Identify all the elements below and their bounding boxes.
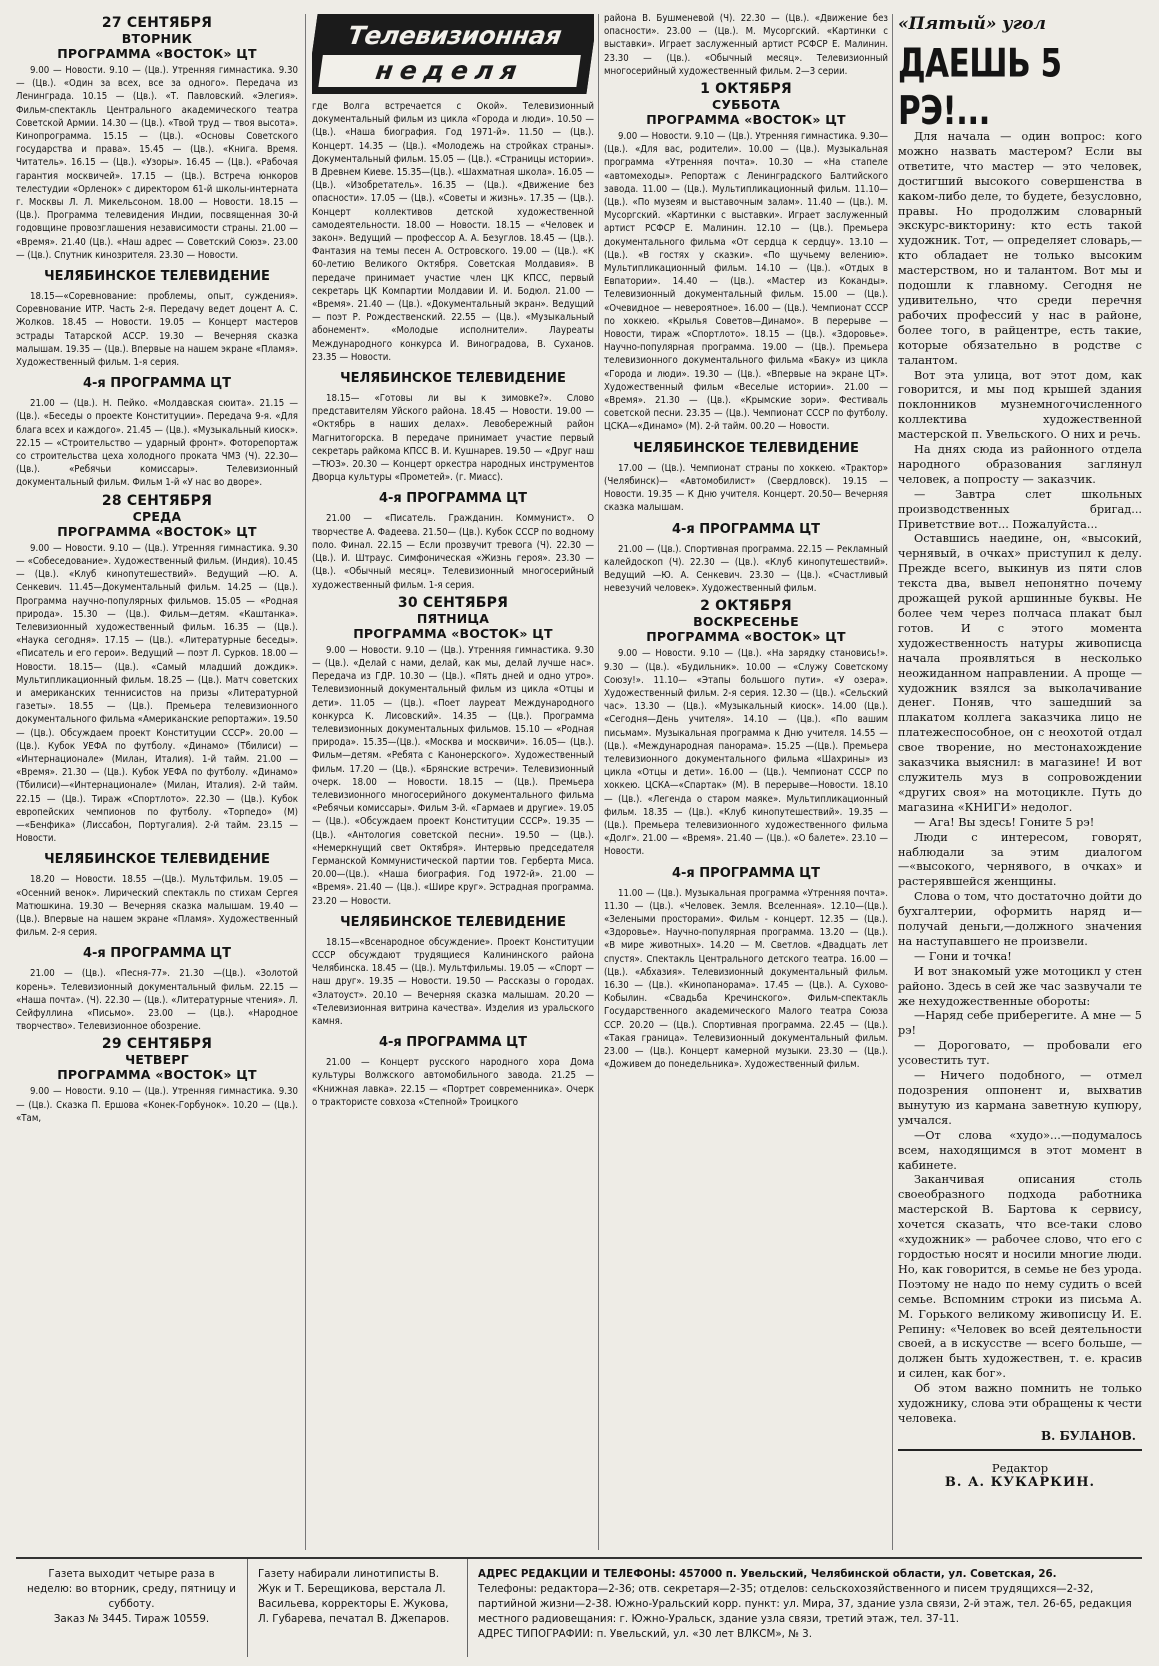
tv-week-logo bbox=[312, 14, 594, 94]
publication-schedule: Газета выходит четыре раза в неделю: во вторник, среду, пятницу и субботу. bbox=[27, 1568, 236, 1610]
article-paragraph: И вот знакомый уже мотоцикл у стен районо. Здесь в сей же час зазвучали те же нехудожественные обороты: bbox=[898, 964, 1142, 1008]
schedule-text: 21.00 — (Цв.). Н. Пейко. «Молдавская сюита». 21.15 — (Цв.). «Беседы о проекте Конституции». Передача 9-я. «Для блага всех и каждого». 21.45 — (Цв.). «Музыкальный киоск». 22.15 — «Строительство — ударный фронт». Фоторепортаж со строительства цеха холодного проката ЧМЗ (Ч). 22.30—(Цв.). «Ребячьи комиссары». Телевизионный документальный фильм. Фильм 1-й «У нас во дворе». bbox=[16, 398, 298, 489]
divider bbox=[898, 1449, 1142, 1451]
schedule-text: 11.00 — (Цв.). Музыкальная программа «Утренняя почта». 11.30 — (Цв.). «Человек. Земля. Вселенная». 12.10—(Цв.). «Зелеными просторами». Фильм - концерт. 12.35 — (Цв.). «Здоровье». Научно-популярная программа. 13.20 — (Цв.). «В мире животных». 14.20 — М. Светлов. «Двадцать лет спустя». Спектакль Центрального детского театра. 16.00 — (Цв.). «Абхазия». Телевизионный документальный фильм. 16.30 — (Цв.). «Кинопанорама». 17.45 — (Цв.). А. Сухово-Кобылин. «Свадьба Кречинского». Фильм-спектакль Государственного академического Малого театра Союза ССР. 20.20 — (Цв.). Спортивная программа. 22.45 — (Цв.). «Такая граница». Телевизионный документальный фильм. 23.00 — (Цв.). Концерт камерной музыки. 23.30 — (Цв.). «Доживем до понедельника». Художественный фильм. bbox=[604, 887, 888, 1071]
column-rule bbox=[305, 14, 306, 1550]
section-title: ЧЕЛЯБИНСКОЕ ТЕЛЕВИДЕНИЕ bbox=[44, 269, 270, 285]
article-paragraph: Об этом важно помнить не только художнику, слова эти обращены к чести человека. bbox=[898, 1382, 1142, 1425]
editor-name: В. А. КУКАРКИН. bbox=[944, 1474, 1096, 1490]
day-header-wednesday bbox=[16, 494, 298, 539]
program-title: ПРОГРАММА «ВОСТОК» ЦТ bbox=[57, 523, 257, 539]
schedule-text: 21.00 — «Писатель. Гражданин. Коммунист». О творчестве А. Фадеева. 21.50— (Цв.). Кубок СССР по водному поло. Финал. 22.15 — Если прозвучит тревога (Ч). 22.30 — (Цв.). И. Штраус. Симфоническая «Жизнь героя». 23.30 — (Цв.). «Обычный месяц». Телевизионный многосерийный художественный фильм. 1-я серия. bbox=[312, 513, 594, 591]
day-header-saturday bbox=[604, 82, 888, 127]
phones-text: Телефоны: редактора—2-36; отв. секретаря—2-35; отделов: сельскохозяйственного и писем трудящихся—2-32, партийной жизни—2-38. Южно-Уральский корр. пункт: ул. Мира, 37, здание узла связи, 2-й этаж, тел. 26-65, редакция местного радиовещания: г. Южно-Уральск, здание узла связи, третий этаж, тел. 37-11. bbox=[478, 1583, 1132, 1625]
schedule-text: 9.00 — Новости. 9.10 — (Цв.). Утренняя гимнастика. 9.30 — (Цв.). «Один за всех, все за одного». Передача из Ленинграда. 10.15 — (Цв.). «Т. Павловский. «Элегия». Фильм-спектакль Центрального академического театра Советской Армии. 14.30 — (Цв.). «Твой труд — твоя высота». Кинопрограмма. 15.15 — (Цв.). «Основы Советского государства и права». 15.45 — (Цв.). «Книга. Время. Читатель». 16.15 — (Цв.). «Узоры». 16.45 — (Цв.). «Рабочая гарантия москвичей». 17.15 — (Цв.). Встреча юнкоров телестудии «Орленок» с директором 61-й школы-интерната г. Москвы Л. Л. Микельсоном. 18.00 — Новости. 18.15 — (Цв.). Программа телевидения Индии, посвященная 30-й годовщине провозглашения независимости страны. 21.00 — «Время». 21.40 (Цв.). «Наш адрес — Советский Союз». 23.00 — (Цв.). Спутник кинозрителя. 23.30 — Новости. bbox=[16, 65, 298, 261]
schedule-text: где Волга встречается с Окой». Телевизионный документальный фильм из цикла «Города и люди». 10.50 — (Цв.). «Наша биография. Год 1971-й». 11.50 — (Цв.). Концерт. 14.35 — (Цв.). «Молодежь на стройках страны». Документальный фильм. 15.05 — (Цв.). «Страницы истории». В Древнем Киеве. 15.35—(Цв.). «Шахматная школа». 16.05 — (Цв.). «Изобретатель». 16.35 — (Цв.). «Движение без опасности». 17.05 — (Цв.). «Советы и жизнь». 17.35 — (Цв.). Концерт коллективов детской художественной самодеятельности. 18.00 — Новости. 18.15 — «Человек и закон». Ведущий — профессор А. А. Безуглов. 18.45 — (Цв.). Фантазия на темы песен А. Островского. 19.00 — (Цв.). «К 60-летию Великого Октября. Советская Молдавия». В передаче принимает участие член ЦК КПСС, первый секретарь ЦК Компартии Молдавии И. И. Бодюл. 21.00 — «Время». 21.40 — (Цв.). «Документальный экран». Ведущий — поэт Р. Рождественский. 22.55 — (Цв.). «Музыкальный абонемент». «Молодые исполнители». Лауреаты Международного конкурса И. Виноградова, В. Суханов. 23.35 — Новости. bbox=[312, 101, 594, 363]
day-weekday: ВОСКРЕСЕНЬЕ bbox=[693, 614, 799, 630]
section-title: 4-я ПРОГРАММА ЦТ bbox=[378, 1035, 528, 1051]
schedule-text: 9.00 — Новости. 9.10 — (Цв.). Утренняя гимнастика. 9.30 — (Цв.). «Делай с нами, делай, как мы, делай лучше нас». Передача из ГДР. 10.30 — (Цв.). «Пять дней и одно утро». Телевизионный документальный фильм из цикла «Отцы и дети». 11.05 — (Цв.). «Поет лауреат Международного конкурса К. Лисовский». 14.35 — (Цв.). Программа телевизионных документальных фильмов. 15.10 — «Родная природа». 15.35—(Цв.). «Москва и москвичи». 16.05— (Цв.). Фильм—детям. «Ребята с Канонерского». Художественный фильм. 17.20 — (Цв.). «Брянские встречи». Телевизионный очерк. 18.00 — Новости. 18.15 — (Цв.). Премьера телевизионного многосерийного документального фильма «Ребячьи комиссары». Фильм 3-й. «Гармаев и другие». 19.05 — (Цв.). «Обсуждаем проект Конституции СССР». 19.35 — (Цв.). «Антология советской песни». 19.50 — (Цв.). «Немеркнущий свет Октября». Интервью председателя Германской Коммунистической партии тов. Герберта Миса. 20.00—(Цв.). «Наша биография. Год 1972-й». 21.00 — «Время». 21.40 — (Цв.). «Шире круг». Эстрадная программа. 23.20 — Новости. bbox=[312, 644, 594, 907]
section-title: 4-я ПРОГРАММА ЦТ bbox=[82, 946, 232, 962]
article-paragraph: На днях сюда из районного отдела народного образования заглянул человек, а попросту — заказчик. bbox=[898, 443, 1142, 486]
program-title: ПРОГРАММА «ВОСТОК» ЦТ bbox=[57, 1067, 257, 1083]
section-title: 4-я ПРОГРАММА ЦТ bbox=[671, 521, 821, 537]
day-weekday: СРЕДА bbox=[132, 508, 182, 524]
section-title: ЧЕЛЯБИНСКОЕ ТЕЛЕВИДЕНИЕ bbox=[340, 371, 566, 387]
article-paragraph: — Ага! Вы здесь! Гоните 5 рэ! bbox=[914, 815, 1095, 829]
day-header-sunday bbox=[604, 599, 888, 644]
address-heading: АДРЕС РЕДАКЦИИ И ТЕЛЕФОНЫ: 457000 п. Увельский, Челябинской области, ул. Советская, 26. bbox=[478, 1568, 1057, 1580]
schedule-column-3 bbox=[604, 12, 888, 1554]
article-body bbox=[898, 130, 1142, 1427]
column-rule bbox=[892, 14, 893, 1550]
logo-line-2: неделя bbox=[318, 55, 580, 87]
section-title: ЧЕЛЯБИНСКОЕ ТЕЛЕВИДЕНИЕ bbox=[340, 914, 566, 930]
article-paragraph: Слова о том, что достаточно дойти до бухгалтерии, оформить наряд и—получай деньги,—должного значения на наступавшего не произвели. bbox=[898, 890, 1142, 948]
column-rule bbox=[598, 14, 599, 1550]
typesetting-text: Газету набирали линотиписты В. Жук и Т. Берещикова, верстала Л. Васильева, корректоры Е. Жукова, Л. Губарева, печатал В. Джепаров. bbox=[258, 1568, 450, 1625]
program-title: ПРОГРАММА «ВОСТОК» ЦТ bbox=[646, 112, 846, 128]
schedule-text: 21.00 — (Цв.). Спортивная программа. 22.15 — Рекламный калейдоскоп (Ч). 22.30 — (Цв.). «Клуб кинопутешествий». Ведущий —Ю. А. Сенкевич. 23.30 — (Цв.). «Счастливый невезучий человек». Художественный фильм. bbox=[604, 543, 888, 595]
section-title: 4-я ПРОГРАММА ЦТ bbox=[82, 376, 232, 392]
article-paragraph: Заканчивая описания столь своеобразного подхода работника мастерской В. Бартова к сервису, хочется сказать, что все-таки слово «художник» — рабочее слово, что его с гордостью носят и носили многие люди. Но, как говорится, в семье не без урода. Поэтому не надо по нему судить о всей семье. Вспомним строки из письма А. М. Горького великому живописцу И. Е. Репину: «Человек во всей деятельности своей, а в искусстве — всего больше, — должен быть художествен, т. е. красив и силен, как бог». bbox=[898, 1173, 1142, 1381]
schedule-text: 9.00 — Новости. 9.10 — (Цв.). Утренняя гимнастика. 9.30— (Цв.). «Для вас, родители». 10.00 — (Цв.). Музыкальная программа «Утренняя почта». 10.30 — «На стапеле «автомеходы». Репортаж с Ленинградского Балтийского завода. 11.00 — (Цв.). Мультипликационный фильм. 11.10—(Цв.). «По музеям и выставочным залам». 11.40 — (Цв.). М. Мусоргский. «Картинки с выставки». Играет заслуженный артист РСФСР Е. Малинин. 12.10 — (Цв.). Премьера документального фильма «От сердца к сердцу». 13.10 — (Цв.). «В гостях у сказки». «По щучьему велению». Мультипликационный фильм. 14.10 — (Цв.). «Отдых в Евпатории». 14.40 — (Цв.). «Мастер из Коканды». Телевизионный документальный фильм. 15.00 — (Цв.). «Очевидное — невероятное». 16.00 — (Цв.). Чемпионат СССР по хоккею. «Крылья Советов—Динамо». В перерыве — Новости, тираж «Спортлото». 18.15 — (Цв.). «Здоровье». Научно-популярная программа. 19.00 — (Цв.). Премьера телевизионного документального фильма «Баку» из цикла «Города и люди». 19.30 — (Цв.). «Впервые на экране ЦТ». Художественный фильм «Веселые истории». 21.00 — «Время». 21.30 — (Цв.). «Крымские зори». Фестиваль советской песни. 23.35 — (Цв.). Чемпионат СССР по футболу. ЦСКА—«Динамо» (М). 2-й тайм. 00.20 — Новости. bbox=[604, 131, 888, 433]
schedule-text: 18.15—«Всенародное обсуждение». Проект Конституции СССР обсуждают трудящиеся Калининского района Челябинска. 18.45 — (Цв.). Мультфильмы. 19.05 — «Спорт — наш друг». 19.35 — Новости. 19.50 — Рассказы о городах. «Златоуст». 20.10 — Вечерняя сказка малышам. 20.20 — «Телевизионная витрина качества». Изделия из уральского камня. bbox=[312, 936, 594, 1027]
schedule-text: 21.00 — (Цв.). «Песня-77». 21.30 —(Цв.). «Золотой корень». Телевизионный документальный фильм. 22.15 — «Наша почта». (Ч). 22.30 — (Цв.). «Литературные чтения». Л. Сейфуллина «Письмо». 23.00 — (Цв.). «Народное творчество». Телевизионное обозрение. bbox=[16, 968, 298, 1033]
article-paragraph: — Гони и точка! bbox=[914, 949, 1012, 963]
feuilleton-column bbox=[898, 12, 1142, 1554]
section-title: ЧЕЛЯБИНСКОЕ ТЕЛЕВИДЕНИЕ bbox=[633, 440, 859, 456]
day-header-friday bbox=[312, 596, 594, 641]
section-title: ЧЕЛЯБИНСКОЕ ТЕЛЕВИДЕНИЕ bbox=[44, 852, 270, 868]
day-weekday: ПЯТНИЦА bbox=[416, 610, 490, 626]
day-date: 29 СЕНТЯБРЯ bbox=[101, 1036, 213, 1053]
day-date: 28 СЕНТЯБРЯ bbox=[101, 492, 213, 509]
typesetting-credits bbox=[248, 1559, 468, 1657]
day-header-thursday bbox=[16, 1037, 298, 1082]
schedule-text: 9.00 — Новости. 9.10 — (Цв.). Утренняя гимнастика. 9.30 — (Цв.). Сказка П. Ершова «Конек-Горбунок». 10.20 — (Цв.). «Там, bbox=[16, 1086, 298, 1124]
article-paragraph: —От слова «худо»...—подумалось всем, находящимся в этот момент в кабинете. bbox=[898, 1128, 1142, 1172]
article-paragraph: Вот эта улица, вот этот дом, как говорится, и мы под крышей здания поклонников музнемногочисленного коллектива художественной мастерской п. Увельского. О них и речь. bbox=[898, 368, 1142, 442]
program-title: ПРОГРАММА «ВОСТОК» ЦТ bbox=[57, 46, 257, 61]
day-weekday: СУББОТА bbox=[711, 97, 781, 113]
order-circulation: Заказ № 3445. Тираж 10559. bbox=[53, 1613, 210, 1625]
schedule-text: 9.00 — Новости. 9.10 — (Цв.). Утренняя гимнастика. 9.30 — «Собеседование». Художественный фильм. (Индия). 10.45 — (Цв.). «Клуб кинопутешествий». Ведущий —Ю. А. Сенкевич. 11.45—Документальный фильм. 14.25 — (Цв.). Программа научно-популярных фильмов. 15.05 — «Родная природа». 15.30 — (Цв.). Фильм—детям. «Каштанка». Телевизионный художественный фильм. 16.35 — (Цв.). «Наука сегодня». 17.15 — (Цв.). «Литературные беседы». «Писатель и его герои». Ведущий — поэт Л. Сурков. 18.00 — Новости. 18.15— (Цв.). «Самый младший дождик». Мультипликационный фильм. 18.25 — (Цв.). Матч советских и американских теннисистов на призы «Литературной газеты». 18.55 — (Цв.). Премьера телевизионного документального фильма «Американские репортажи». 19.50 — (Цв.). Обсуждаем проект Конституции СССР». 20.00 — (Цв.). Кубок УЕФА по футболу. «Динамо» (Тбилиси) — «Интернационале» (Милан, Италия). 1-й тайм. 21.00 — «Время». 21.30 — (Цв.). Кубок УЕФА по футболу. «Динамо» (Тбилиси)—«Интернационале» (Милан, Италия). 2-й тайм. 22.15 — (Цв.). Тираж «Спортлото». 22.30 — (Цв.). Кубок европейских чемпионов по футболу. «Торпедо» (М)—«Бенфика» (Лиссабон, Португалия). 2-й тайм. 23.15 — Новости. bbox=[16, 542, 298, 845]
logo-line-1: Телевизионная bbox=[346, 21, 564, 50]
publication-info bbox=[16, 1559, 248, 1657]
day-date: 27 СЕНТЯБРЯ bbox=[101, 15, 213, 31]
typography-address: АДРЕС ТИПОГРАФИИ: п. Увельский, ул. «30 лет ВЛКСМ», № 3. bbox=[478, 1628, 812, 1640]
article-paragraph: — Дороговато, — пробовали его усовестить тут. bbox=[898, 1039, 1142, 1068]
article-paragraph: — Завтра слет школьных производственных бригад... Приветствие вот... Пожалуйста... bbox=[898, 487, 1142, 531]
article-headline: ДАЕШЬ 5 РЭ!... bbox=[898, 41, 1062, 134]
day-date: 2 ОКТЯБРЯ bbox=[700, 598, 792, 615]
schedule-text: 18.15— «Готовы ли вы к зимовке?». Слово представителям Уйского района. 18.45 — Новости. 19.00 — «Октябрь в наших делах». Левобережный район Магнитогорска. В передаче принимает участие первый секретарь райкома КПСС В. И. Кушнарев. 19.50 — «Друг наш—ТЮЗ». 20.30 — Концерт оркестра народных инструментов Дворца культуры «Прометей». (г. Миасс). bbox=[312, 393, 594, 484]
editor-label: Редактор bbox=[991, 1460, 1049, 1475]
article-paragraph: — Ничего подобного, — отмел подозрения оппонент и, выхватив вынутую из кармана заветную купюру, умчался. bbox=[898, 1069, 1142, 1127]
schedule-text: 21.00 — Концерт русского народного хора Дома культуры Волжского автомобильного завода. 21.25 — «Книжная лавка». 22.15 — «Портрет современника». Очерк о трактористе совхоза «Степной» Троицкого bbox=[312, 1057, 594, 1108]
schedule-text: 17.00 — (Цв.). Чемпионат страны по хоккею. «Трактор» (Челябинск)— «Автомобилист» (Свердловск). 19.15 — Новости. 19.35 — К Дню учителя. Концерт. 20.50— Вечерняя сказка малышам. bbox=[604, 462, 888, 514]
day-weekday: ЧЕТВЕРГ bbox=[125, 1052, 189, 1068]
day-header-tuesday bbox=[16, 16, 298, 61]
editorial-address bbox=[468, 1559, 1142, 1657]
program-title: ПРОГРАММА «ВОСТОК» ЦТ bbox=[646, 629, 846, 645]
schedule-text: района В. Бушменевой (Ч). 22.30 — (Цв.). «Движение без опасности». 23.00 — (Цв.). М. Мусоргский. «Картинки с выставки». Играет заслуженный артист РСФСР Е. Малинин. 23.30 — (Цв.). «Обычный месяц». Телевизионный многосерийный художественный фильм. 2—3 серии. bbox=[604, 13, 888, 77]
schedule-text: 18.15—«Соревнование: проблемы, опыт, суждения». Соревнование ИТР. Часть 2-я. Передачу ведет доцент А. С. Жолков. 18.45 — Новости. 19.05 — Концерт мастеров эстрады Татарской АССР. 19.30 — Вечерняя сказка малышам. 19.35 — (Цв.). Впервые на нашем экране «Пламя». Художественный фильм. 1-я серия. bbox=[16, 291, 298, 369]
schedule-column-1 bbox=[16, 12, 298, 1554]
article-author: В. БУЛАНОВ. bbox=[1041, 1428, 1136, 1443]
program-title: ПРОГРАММА «ВОСТОК» ЦТ bbox=[353, 625, 553, 641]
article-paragraph: Для начала — один вопрос: кого можно назвать мастером? Если вы ответите, что мастер — это человек, достигший высокого совершенства в каком-либо деле, то будете, безусловно, правы. Но продолжим словарный экскурс-викторину: кто есть такой художник. Тот, — определяет словарь,—кто обладает не только высоким мастерством, но и талантом. Вот мы и подошли к главному. Сегодня не удивительно, что среди перечня рабочих профессий у нас в районе, более того, в райцентре, есть такие, которые обязательно в родстве с талантом. bbox=[898, 130, 1142, 367]
article-paragraph: Люди с интересом, говорят, наблюдали за этим диалогом—«высокого, чернявого, в очках» и растерявшейся женщины. bbox=[898, 830, 1142, 889]
schedule-text: 18.20 — Новости. 18.55 —(Цв.). Мультфильм. 19.05 — «Осенний венок». Лирический спектакль по стихам Сергея Матюшкина. 19.30 — Вечерняя сказка малышам. 19.40 — (Цв.). Впервые на нашем экране «Пламя». Художественный фильм. 2-я серия. bbox=[16, 874, 298, 939]
day-date: 30 СЕНТЯБРЯ bbox=[397, 594, 509, 611]
article-paragraph: Оставшись наедине, он, «высокий, чернявый, в очках» приступил к делу. Прежде всего, выкинув из пяти слов текста два, вывел непонятно почему дрожащей рукой аршинные буквы. Не более чем через полчаса плакат был готов. И с этого момента художественность натуры живописца начала проявляться в несколько неожиданном направлении. А проще — художник взялся за выколачивание денег. Поняв, что зашедший за плакатом коллега заказчика лицо не платежеспособное, он с неохотой отдал свое творение, но местонахождение заказчика выяснил: в магазине! И вот служитель муз в сопровождении «других своя» на мотоцикле. Путь до магазина «КНИГИ» недолог. bbox=[898, 532, 1142, 814]
schedule-column-2 bbox=[312, 12, 594, 1554]
section-title: 4-я ПРОГРАММА ЦТ bbox=[378, 491, 528, 507]
article-paragraph: —Наряд себе приберегите. А мне — 5 рэ! bbox=[898, 1009, 1142, 1038]
schedule-text: 9.00 — Новости. 9.10 — (Цв.). «На зарядку становись!». 9.30 — (Цв.). «Будильник». 10.00 — «Служу Советскому Союзу!». 11.10— «Этапы большого пути». «У озера». Художественный фильм. 2-я серия. 12.30 — (Цв.). «Сельский час». 13.30 — (Цв.). «Музыкальный киоск». 14.00 (Цв.). «Сегодня—День учителя». 14.10 — (Цв.). «По вашим письмам». Музыкальная программа к Дню учителя. 14.55 — (Цв.). «Международная панорама». 15.25 —(Цв.). Премьера телевизионного документального фильма «Шахрины» из цикла «Отцы и дети». 16.00 — (Цв.). Чемпионат СССР по хоккею. ЦСКА—«Спартак» (М). В перерыве—Новости. 18.10 — (Цв.). «Легенда о старом маяке». Мультипликационный фильм. 18.35 — (Цв.). «Клуб кинопутешествий». 19.35 — (Цв.). Премьера телевизионного художественного фильма «Долг». 21.00 — «Время». 21.40 — (Цв.). «О балете». 23.10 — Новости. bbox=[604, 648, 888, 858]
day-date: 1 ОКТЯБРЯ bbox=[700, 81, 792, 98]
section-title: 4-я ПРОГРАММА ЦТ bbox=[671, 865, 821, 881]
day-weekday: ВТОРНИК bbox=[121, 31, 193, 46]
imprint-footer bbox=[16, 1557, 1142, 1657]
rubric-title: «Пятый» угол bbox=[898, 14, 1046, 34]
